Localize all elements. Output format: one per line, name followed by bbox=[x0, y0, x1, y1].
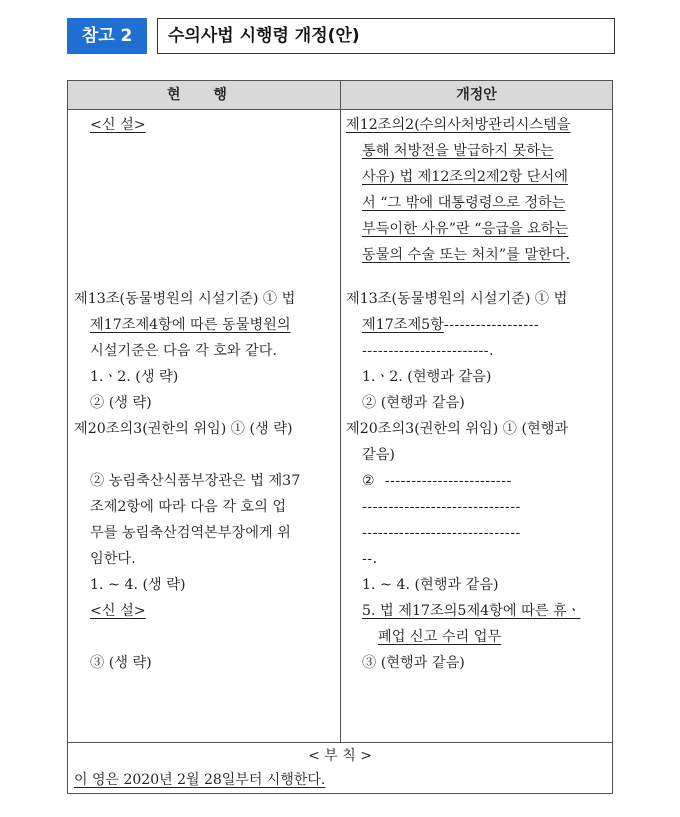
document-header bbox=[67, 18, 605, 54]
proposed-line: 부득이한 사유”란 “응급을 요하는 bbox=[362, 221, 569, 237]
proposed-line: 1.ㆍ2. (현행과 같음) bbox=[362, 369, 492, 385]
enforcement-date-text: 이 영은 2020년 2월 28일부터 시행한다. bbox=[74, 772, 326, 788]
proposed-line: 사유) 법 제12조의2제2항 단서에 bbox=[362, 169, 568, 185]
current-line: 1.ㆍ2. (생 략) bbox=[90, 369, 179, 385]
proposed-line: 통해 처방전을 발급하지 못하는 bbox=[362, 143, 554, 159]
proposed-line-dashes: ------------------ bbox=[443, 317, 540, 333]
supplementary-provisions-title: < 부 칙 > bbox=[308, 748, 372, 764]
current-line-new-provision: <신 설> bbox=[90, 117, 146, 133]
footer-divider bbox=[68, 742, 612, 743]
current-line: 시설기준은 다음 각 호와 같다. bbox=[90, 343, 278, 359]
document-title: 수의사법 시행령 개정(안) bbox=[157, 18, 615, 54]
current-line: 무를 농림축산검역본부장에게 위 bbox=[90, 525, 291, 541]
proposed-line-marker: ② bbox=[362, 473, 375, 489]
current-line: 제20조의3(권한의 위임) ① (생 략) bbox=[74, 421, 293, 437]
current-line: ② 농림축산식품부장관은 법 제37 bbox=[90, 473, 301, 489]
proposed-line-dashes: ------------------------. bbox=[362, 343, 495, 359]
proposed-line: 제13조(동물병원의 시설기준) ① 법 bbox=[346, 291, 568, 307]
current-line: 1. ~ 4. (생 략) bbox=[90, 577, 186, 593]
proposed-line: ③ (현행과 같음) bbox=[362, 655, 465, 671]
column-divider bbox=[340, 81, 341, 742]
current-line: 제13조(동물병원의 시설기준) ① 법 bbox=[74, 291, 296, 307]
current-line bbox=[90, 314, 291, 336]
proposed-line-new-item: 5. 법 제17조의5제4항에 따른 휴ㆍ bbox=[362, 603, 581, 619]
proposed-line-dashes: ------------------------------ bbox=[362, 499, 521, 515]
proposed-line: ② (현행과 같음) bbox=[362, 395, 465, 411]
column-header-proposed: 개정안 bbox=[456, 87, 497, 103]
current-line: ③ (생 략) bbox=[90, 655, 152, 671]
column-header-current: 현 행 bbox=[167, 87, 241, 103]
proposed-line-dashes: ------------------------------ bbox=[362, 525, 521, 541]
current-line: 임한다. bbox=[90, 551, 136, 567]
proposed-line: 제12조의2(수의사처방관리시스템을 bbox=[346, 117, 571, 133]
reference-badge: 참고 2 bbox=[67, 18, 147, 54]
proposed-line-new-item: 폐업 신고 수리 업무 bbox=[378, 629, 502, 645]
comparison-table bbox=[67, 80, 613, 794]
proposed-line: 같음) bbox=[362, 447, 395, 463]
proposed-line-dashes: ------------------------ bbox=[384, 473, 512, 489]
proposed-line bbox=[362, 470, 512, 492]
proposed-line-underlined: 제17조제5항 bbox=[362, 317, 444, 333]
current-line: 조제2항에 따라 다음 각 호의 업 bbox=[90, 499, 287, 515]
proposed-line: 동물의 수술 또는 처치”를 말한다. bbox=[362, 247, 570, 263]
current-line: ② (생 략) bbox=[90, 395, 152, 411]
current-line-new-provision: <신 설> bbox=[90, 603, 146, 619]
proposed-line: 제20조의3(권한의 위임) ① (현행과 bbox=[346, 421, 569, 437]
proposed-line-dashes: --. bbox=[362, 551, 378, 567]
proposed-line: 1. ~ 4. (현행과 같음) bbox=[362, 577, 499, 593]
current-line-underlined: 제17조제4항에 따른 동물병원의 bbox=[90, 317, 291, 333]
proposed-line: 서 “그 밖에 대통령령으로 정하는 bbox=[362, 195, 566, 211]
proposed-line bbox=[362, 314, 539, 336]
